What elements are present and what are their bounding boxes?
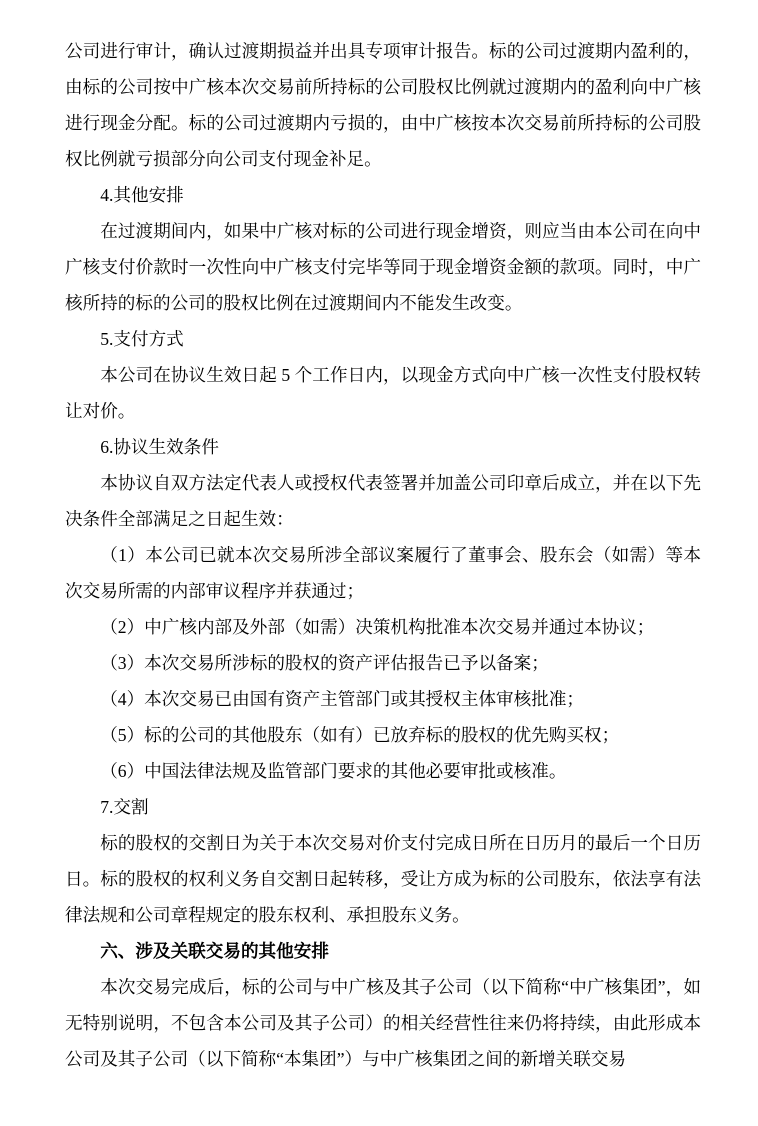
paragraph: 本公司在协议生效日起 5 个工作日内，以现金方式向中广核一次性支付股权转让对价。 (65, 365, 701, 421)
paragraph: 标的股权的交割日为关于本次交易对价支付完成日所在日历月的最后一个日历日。标的股权的权利义务自交割日起转移，受让方成为标的公司股东，依法享有法律法规和公司章程规定的股东权利、承担股东义务。 (65, 833, 701, 925)
section-subheading: 6.协议生效条件 (100, 437, 219, 457)
section-heading: 六、涉及关联交易的其他安排 (100, 941, 329, 961)
paragraph: 在过渡期间内，如果中广核对标的公司进行现金增资，则应当由本公司在向中广核支付价款时一次性向中广核支付完毕等同于现金增资金额的款项。同时，中广核所持的标的公司的股权比例在过渡期间内不能发生改变。 (65, 221, 701, 313)
paragraph: （1）本公司已就本次交易所涉全部议案履行了董事会、股东会（如需）等本次交易所需的内部审议程序并获通过； (65, 545, 701, 601)
paragraph: （4）本次交易已由国有资产主管部门或其授权主体审核批准； (100, 689, 585, 709)
section-subheading: 5.支付方式 (100, 329, 184, 349)
paragraph: 本协议自双方法定代表人或授权代表签署并加盖公司印章后成立，并在以下先决条件全部满足之日起生效： (65, 473, 701, 529)
section-subheading: 7.交割 (100, 797, 149, 817)
paragraph: （6）中国法律法规及监管部门要求的其他必要审批或核准。 (100, 761, 567, 781)
paragraph: （2）中广核内部及外部（如需）决策机构批准本次交易并通过本协议； (100, 617, 655, 637)
paragraph: 本次交易完成后，标的公司与中广核及其子公司（以下简称“中广核集团”，如无特别说明，不包含本公司及其子公司）的相关经营性往来仍将持续，由此形成本公司及其子公司（以下简称“本集团”）与中广核集团之间的新增关联交易 (65, 977, 701, 1069)
document-body (65, 33, 701, 1077)
section-subheading: 4.其他安排 (100, 185, 184, 205)
paragraph: （5）标的公司的其他股东（如有）已放弃标的股权的优先购买权； (100, 725, 620, 745)
paragraph-continuation: 公司进行审计，确认过渡期损益并出具专项审计报告。标的公司过渡期内盈利的，由标的公司按中广核本次交易前所持标的公司股权比例就过渡期内的盈利向中广核进行现金分配。标的公司过渡期内亏损的，由中广核按本次交易前所持标的公司股权比例就亏损部分向公司支付现金补足。 (65, 41, 701, 169)
paragraph: （3）本次交易所涉标的股权的资产评估报告已予以备案； (100, 653, 549, 673)
